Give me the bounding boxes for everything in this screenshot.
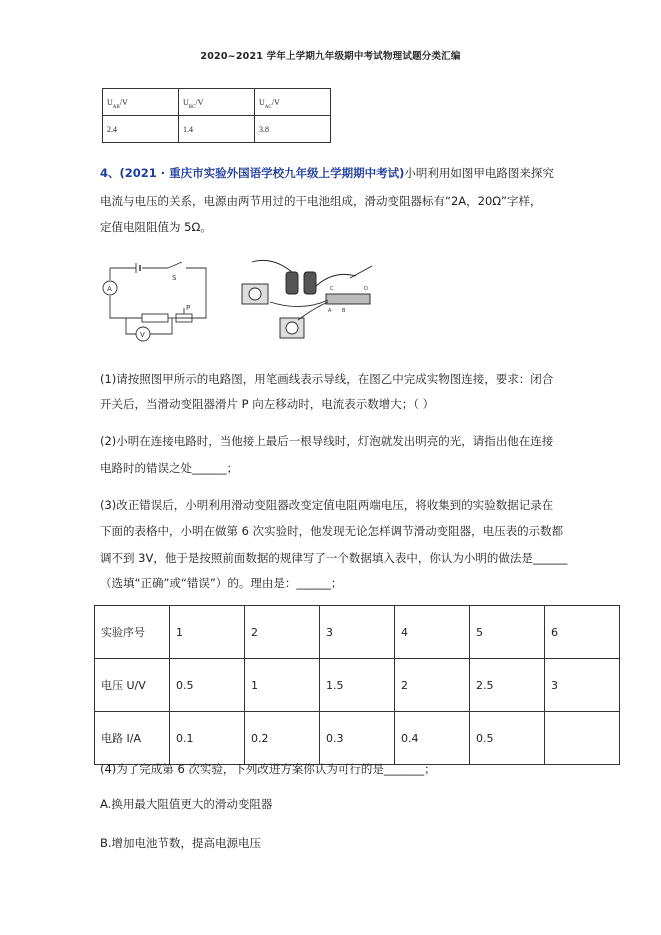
- question-source: 4、(2021 · 重庆市实验外国语学校九年级上学期期中考试): [100, 166, 405, 180]
- ammeter-label: A: [107, 285, 112, 293]
- part1-line-2: 开关后，当滑动变阻器滑片 P 向左移动时，电流表示数增大；（ ）: [100, 397, 435, 411]
- voltmeter-label: V: [140, 331, 145, 339]
- option-b: B.增加电池节数，提高电源电压: [100, 836, 262, 850]
- table-cell: 0.5: [470, 712, 545, 765]
- question-intro-line-3: 定值电阻阻值为 5Ω。: [100, 220, 212, 234]
- table-cell: 4: [395, 606, 470, 659]
- part1-line-1: (1)请按照图甲所示的电路图，用笔画线表示导线，在图乙中完成实物图连接，要求：闭合: [100, 372, 554, 386]
- value-uac: 3.8: [255, 116, 331, 143]
- experiment-table: [94, 605, 620, 765]
- question-intro-line-2: 电流与电压的关系，电源由两节用过的干电池组成，滑动变阻器标有“2A，20Ω”字样，: [100, 194, 542, 208]
- table-cell: 0.2: [245, 712, 320, 765]
- part3-line-1: (3)改正错误后，小明利用滑动变阻器改变定值电阻两端电压，将收集到的实验数据记录在: [100, 498, 554, 512]
- table-cell: 5: [470, 606, 545, 659]
- circuit-diagram: [103, 262, 206, 341]
- table-cell: 电路 I/A: [95, 712, 170, 765]
- table-cell: [545, 712, 620, 765]
- question-intro-line-1: 4、(2021 · 重庆市实验外国语学校九年级上学期期中考试)小明利用如图甲电路图来探究: [100, 166, 554, 180]
- part4-line: (4)为了完成第 6 次实验，下列改进方案你认为可行的是_______；: [100, 762, 436, 776]
- part2-line-1: (2)小明在连接电路时，当他接上最后一根导线时，灯泡就发出明亮的光，请指出他在连接: [100, 434, 554, 448]
- circuit-figure: [102, 256, 392, 348]
- page-header: 2020~2021 学年上学期九年级期中考试物理试题分类汇编: [200, 51, 461, 62]
- table-cell: 实验序号: [95, 606, 170, 659]
- value-ubc: 1.4: [179, 116, 255, 143]
- terminal-d: D: [364, 286, 368, 292]
- switch-label: S: [172, 274, 177, 282]
- table-cell: 6: [545, 606, 620, 659]
- table-cell: 0.1: [170, 712, 245, 765]
- table-cell: 0.3: [320, 712, 395, 765]
- terminal-a: A: [328, 308, 332, 314]
- slider-label: P: [186, 304, 191, 312]
- table-cell: 1: [170, 606, 245, 659]
- header-ubc: $U_{BC}/V$: [179, 89, 255, 116]
- option-a: A.换用最大阻值更大的滑动变阻器: [100, 797, 273, 811]
- real-apparatus: [242, 260, 372, 338]
- terminal-c: C: [330, 286, 334, 292]
- table-cell: 0.5: [170, 659, 245, 712]
- table-cell: 2: [395, 659, 470, 712]
- table-row: [95, 659, 620, 712]
- terminal-b: B: [342, 308, 346, 314]
- header-uac: $U_{AC}/V$: [255, 89, 331, 116]
- voltage-table: [102, 88, 331, 143]
- table-row: [95, 712, 620, 765]
- part2-line-2: 电路时的错误之处______；: [100, 461, 238, 475]
- value-uab: 2.4: [103, 116, 179, 143]
- table-cell: 1: [245, 659, 320, 712]
- table-row: [95, 606, 620, 659]
- part3-line-2: 下面的表格中，小明在做第 6 次实验时，他发现无论怎样调节滑动变阻器，电压表的示数都: [100, 524, 564, 538]
- part3-line-3: 调不到 3V，他于是按照前面数据的规律写了一个数据填入表中，你认为小明的做法是______: [100, 551, 568, 565]
- table-cell: 1.5: [320, 659, 395, 712]
- table-cell: 3: [545, 659, 620, 712]
- table-cell: 电压 U/V: [95, 659, 170, 712]
- table-cell: 0.4: [395, 712, 470, 765]
- table-cell: 3: [320, 606, 395, 659]
- header-uab: $U_{AB}/V$: [103, 89, 179, 116]
- table-cell: 2: [245, 606, 320, 659]
- part3-line-4: （选填“正确”或“错误”）的。理由是：______；: [100, 576, 343, 590]
- table-cell: 2.5: [470, 659, 545, 712]
